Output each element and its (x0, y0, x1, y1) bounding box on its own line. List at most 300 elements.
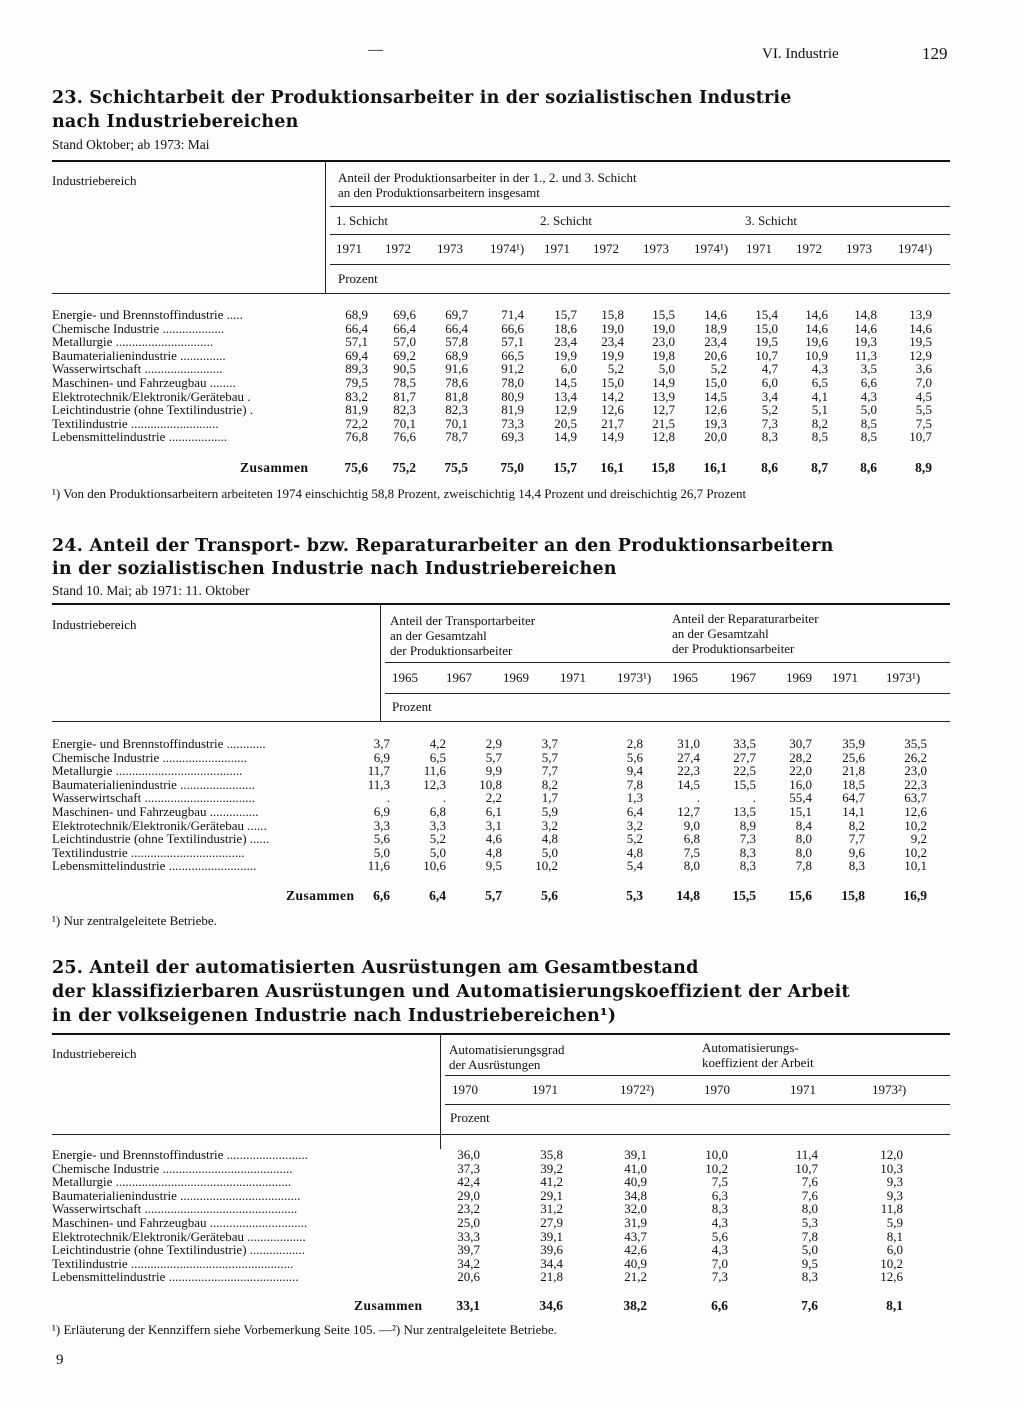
total-cell: 75,2 (392, 460, 416, 475)
table-cell: 9,3 (886, 1187, 903, 1203)
table-cell: 6,0 (886, 1242, 903, 1258)
table-cell: 7,8 (626, 776, 643, 792)
table-cell: 8,3 (848, 858, 865, 874)
table-cell: 6,5 (429, 749, 446, 765)
table-cell: 5,6 (711, 1228, 728, 1244)
t25-year-header: 1970 (452, 1082, 478, 1097)
table-cell: 12,9 (554, 402, 577, 418)
t24-year-header: 1969 (503, 670, 529, 685)
t25-title-line3: in der volkseigenen Industrie nach Industriebereichen¹) (52, 1006, 617, 1026)
table-cell: 20,6 (704, 347, 727, 363)
t23-year-header: 1974¹) (694, 241, 729, 256)
table-cell: 5,0 (541, 844, 558, 860)
t24-title-line1: 24. Anteil der Transport- bzw. Reparaturarbeiter an den Produktionsarbeitern (52, 536, 834, 556)
total-cell: 75,0 (500, 460, 524, 475)
table-cell: 9,2 (910, 831, 927, 847)
table-cell: 19,0 (601, 320, 624, 336)
table-cell: 5,0 (860, 402, 877, 418)
t24-group1-line: Anteil der Transportarbeiter (390, 613, 536, 628)
t23-year-header: 1973 (643, 241, 669, 256)
t23-year-header: 1971 (746, 241, 772, 256)
table-cell: 14,6 (909, 320, 932, 336)
table-cell: 5,7 (485, 749, 502, 765)
t24-year-header: 1971 (832, 670, 858, 685)
t23-year-header: 1973 (437, 241, 463, 256)
table-cell: 14,6 (805, 320, 828, 336)
row-label: Elektrotechnik/Elektronik/Gerätebau . (52, 389, 251, 404)
table-cell: 70,1 (445, 415, 468, 431)
t24-subtitle: Stand 10. Mai; ab 1971: 11. Oktober (52, 583, 250, 598)
table-cell: 8,2 (848, 817, 865, 833)
row-label: Baumaterialienindustrie ..................................... (52, 1188, 301, 1203)
table-cell: 10,1 (904, 858, 927, 874)
table-cell: 3,1 (485, 817, 502, 833)
table-cell: 13,5 (733, 804, 756, 819)
table-cell: 64,7 (842, 790, 865, 806)
table-cell: 12,8 (652, 429, 675, 445)
table-cell: 27,9 (540, 1215, 563, 1230)
table-cell: 8,0 (795, 831, 812, 847)
table-cell: 8,0 (683, 858, 700, 874)
table-cell: 1,3 (626, 790, 643, 806)
table-cell: 7,5 (683, 844, 700, 860)
table-cell: 12,0 (880, 1147, 903, 1162)
table-cell: 15,5 (652, 307, 675, 322)
table-cell: 11,3 (367, 776, 390, 792)
total-cell: 14,8 (676, 888, 700, 903)
table-cell: 9,6 (848, 844, 865, 860)
table-cell: 12,6 (704, 402, 727, 418)
table-cell: 39,7 (457, 1242, 480, 1258)
page-footer-mark: 9 (56, 1352, 64, 1368)
total-cell: 15,7 (553, 460, 577, 475)
page-number: 129 (922, 44, 948, 63)
total-cell: 75,5 (444, 460, 468, 475)
table-cell: . (386, 790, 390, 806)
table-cell: 19,3 (704, 415, 727, 431)
row-label: Elektrotechnik/Elektronik/Gerätebau ...... (52, 818, 267, 833)
table-cell: 6,8 (429, 804, 446, 819)
table-cell: 3,6 (915, 361, 932, 377)
table-cell: 91,6 (445, 361, 468, 377)
table-cell: 23,0 (904, 763, 927, 779)
table-cell: 5,5 (915, 402, 932, 418)
table-cell: 69,4 (345, 347, 368, 363)
t24-year-header: 1973¹) (617, 670, 652, 685)
table-cell: 6,9 (373, 804, 390, 819)
table-cell: 14,8 (854, 307, 877, 322)
total-cell: 75,6 (344, 460, 368, 475)
t23-shift-header: 3. Schicht (745, 213, 797, 228)
t25-year-header: 1970 (704, 1082, 730, 1097)
table-cell: 19,5 (909, 334, 932, 350)
table-cell: 20,6 (457, 1269, 480, 1285)
table-cell: 15,1 (789, 804, 812, 819)
total-cell: 5,7 (485, 888, 502, 903)
table-cell: 81,7 (393, 388, 416, 404)
table-cell: 31,0 (677, 736, 700, 751)
total-cell: 5,3 (626, 888, 643, 903)
table-cell: 5,6 (373, 831, 390, 847)
row-label: Textilindustrie ................................... (52, 845, 245, 860)
table-cell: 3,5 (860, 361, 877, 377)
table-cell: 12,9 (909, 347, 932, 363)
t23-shift-header: 2. Schicht (540, 213, 592, 228)
table-cell: 12,6 (601, 402, 624, 418)
t25-group2-line: Automatisierungs- (702, 1040, 799, 1055)
table-cell: 8,0 (795, 844, 812, 860)
table-cell: 57,0 (393, 334, 416, 350)
table-cell: 6,5 (811, 375, 828, 390)
table-cell: 6,0 (560, 361, 577, 377)
total-cell: 6,4 (429, 888, 446, 903)
row-label: Metallurgie .............................. (52, 335, 214, 349)
table-cell: 15,7 (554, 307, 577, 322)
table-cell: 8,0 (801, 1201, 818, 1217)
table-cell: 22,5 (733, 763, 756, 779)
table-cell: 5,4 (626, 858, 643, 874)
total-cell: 16,1 (600, 460, 624, 475)
row-label: Energie- und Brennstoffindustrie ......................... (52, 1148, 308, 1162)
total-cell: 8,1 (886, 1298, 903, 1313)
table-cell: 66,4 (345, 320, 368, 336)
t25-year-header: 1973²) (872, 1082, 907, 1097)
table-cell: 70,1 (393, 415, 416, 431)
table-cell: 69,3 (501, 429, 524, 445)
table-cell: 78,6 (445, 375, 468, 390)
t24-group2-line: der Produktionsarbeiter (672, 641, 795, 656)
table-cell: 34,4 (540, 1255, 563, 1271)
table-cell: 21,8 (842, 763, 865, 779)
table-cell: 8,2 (541, 776, 558, 792)
table-cell: 5,2 (710, 361, 727, 377)
total-cell: 16,1 (703, 460, 727, 475)
table-cell: 23,4 (601, 334, 624, 350)
table-cell: 15,0 (704, 375, 727, 390)
t24-footnote: ¹) Nur zentralgeleitete Betriebe. (52, 913, 217, 928)
table-cell: 3,7 (541, 736, 558, 751)
t25-group1-line: der Ausrüstungen (449, 1057, 541, 1072)
t24-unit: Prozent (392, 699, 432, 714)
table-cell: 34,8 (624, 1187, 647, 1203)
table-cell: 18,5 (842, 776, 865, 792)
total-label: Zusammen (286, 888, 355, 903)
table-cell: 3,2 (541, 817, 558, 833)
table-cell: 4,6 (485, 831, 502, 847)
table-cell: 15,4 (755, 307, 778, 322)
table-cell: 11,6 (423, 763, 446, 779)
table-cell: 27,7 (733, 749, 756, 765)
table-cell: 12,7 (652, 402, 675, 418)
table-cell: 41,2 (540, 1174, 563, 1190)
table-cell: 81,9 (501, 402, 524, 418)
table-cell: 4,8 (626, 844, 643, 860)
table-cell: 39,2 (540, 1160, 563, 1176)
t25-col-label: Industriebereich (52, 1046, 137, 1061)
table-cell: 5,0 (801, 1242, 818, 1258)
table-cell: 14,1 (842, 804, 865, 819)
table-cell: 5,3 (801, 1215, 818, 1230)
row-label: Maschinen- und Fahrzeugbau ........ (52, 376, 236, 390)
table-cell: 5,2 (761, 402, 778, 418)
table-cell: 27,4 (677, 749, 700, 765)
table-cell: 7,0 (711, 1255, 728, 1271)
total-cell: 8,6 (761, 460, 778, 475)
table-cell: 6,6 (860, 375, 877, 390)
row-label: Maschinen- und Fahrzeugbau ............... (52, 805, 259, 819)
row-label: Metallurgie ...................................................... (52, 1175, 292, 1189)
table-cell: 80,9 (501, 388, 524, 404)
table-cell: 23,4 (704, 334, 727, 350)
row-label: Baumaterialienindustrie .............. (52, 348, 226, 363)
table-cell: 9,3 (886, 1174, 903, 1190)
table-cell: 2,2 (485, 790, 502, 806)
t23-year-header: 1971 (336, 241, 362, 256)
table-cell: 8,5 (860, 429, 877, 445)
table-cell: 7,8 (795, 858, 812, 874)
total-label: Zusammen (240, 460, 309, 475)
table-cell: 13,9 (909, 307, 932, 322)
t23-subtitle: Stand Oktober; ab 1973: Mai (52, 137, 210, 152)
table-cell: 10,2 (880, 1255, 903, 1271)
table-cell: 10,7 (755, 347, 778, 363)
table-cell: 39,1 (624, 1147, 647, 1162)
t25-unit: Prozent (450, 1110, 490, 1125)
table-cell: 10,0 (705, 1147, 728, 1162)
t24-year-header: 1973¹) (886, 670, 921, 685)
table-cell: 69,7 (445, 307, 468, 322)
table-cell: 8,3 (739, 844, 756, 860)
table-cell: 4,1 (811, 388, 828, 404)
table-cell: 69,2 (393, 347, 416, 363)
t23-col-label: Industriebereich (52, 173, 137, 188)
table-cell: 82,3 (445, 402, 468, 418)
t24-year-header: 1965 (392, 670, 418, 685)
table-cell: 10,2 (904, 817, 927, 833)
t23-year-header: 1972 (796, 241, 822, 256)
total-cell: 38,2 (623, 1298, 647, 1313)
table-cell: 8,1 (886, 1228, 903, 1244)
row-label: Elektrotechnik/Elektronik/Gerätebau .................. (52, 1229, 306, 1244)
table-cell: 14,5 (677, 776, 700, 792)
table-cell: 12,6 (880, 1269, 903, 1285)
table-cell: 78,7 (445, 429, 468, 445)
table-cell: 31,9 (624, 1215, 647, 1230)
table-cell: 40,9 (624, 1174, 647, 1190)
table-cell: 82,3 (393, 402, 416, 418)
table-cell: 22,0 (789, 763, 812, 779)
table-cell: 14,5 (554, 375, 577, 390)
table-cell: 40,9 (624, 1255, 647, 1271)
table-cell: 3,7 (373, 736, 390, 751)
table-cell: 6,4 (626, 804, 643, 819)
table-cell: 10,2 (535, 858, 558, 874)
table-cell: 19,6 (805, 334, 828, 350)
t25-title-line1: 25. Anteil der automatisierten Ausrüstungen am Gesamtbestand (52, 958, 699, 978)
t24-group2-line: an der Gesamtzahl (672, 626, 769, 641)
table-cell: 33,5 (733, 736, 756, 751)
t23-title-line1: 23. Schichtarbeit der Produktionsarbeiter in der sozialistischen Industrie (52, 88, 792, 108)
table-cell: 7,8 (801, 1228, 818, 1244)
row-label: Energie- und Brennstoffindustrie ..... (52, 308, 243, 322)
table-cell: 37,3 (457, 1160, 480, 1176)
table-cell: 11,7 (367, 763, 390, 779)
table-cell: 23,2 (457, 1201, 480, 1217)
table-cell: 29,1 (540, 1187, 563, 1203)
t23-group-head-2: an den Produktionsarbeitern insgesamt (338, 185, 540, 200)
table-cell: 6,8 (683, 831, 700, 847)
table-cell: 4,3 (811, 361, 828, 377)
table-cell: 7,5 (915, 415, 932, 431)
table-cell: 63,7 (904, 790, 927, 806)
table-cell: 6,0 (761, 375, 778, 390)
header-dash: — (368, 42, 383, 58)
table-cell: 8,4 (795, 817, 812, 833)
table-cell: 10,9 (805, 347, 828, 363)
table-cell: 15,0 (755, 320, 778, 336)
table-cell: 26,2 (904, 749, 927, 765)
table-cell: 10,2 (705, 1160, 728, 1176)
table-cell: 66,5 (501, 347, 524, 363)
table-cell: 19,5 (755, 334, 778, 350)
table-cell: 4,8 (541, 831, 558, 847)
table-cell: 20,0 (704, 429, 727, 445)
table-cell: 14,6 (704, 307, 727, 322)
t23-shift-header: 1. Schicht (336, 213, 388, 228)
table-cell: 81,8 (445, 388, 468, 404)
table-cell: 32,0 (624, 1201, 647, 1217)
t24-group1-line: der Produktionsarbeiter (390, 643, 513, 658)
t24-year-header: 1969 (786, 670, 812, 685)
table-cell: 36,0 (457, 1147, 480, 1162)
table-cell: 8,3 (711, 1201, 728, 1217)
table-cell: 30,7 (789, 736, 812, 751)
table-cell: 4,5 (915, 388, 932, 404)
total-cell: 33,1 (456, 1298, 480, 1313)
row-label: Leichtindustrie (ohne Textilindustrie) . (52, 403, 254, 417)
table-cell: 8,3 (801, 1269, 818, 1285)
table-cell: 68,9 (345, 307, 368, 322)
t24-year-header: 1971 (560, 670, 586, 685)
table-cell: 7,7 (541, 763, 558, 779)
table-cell: 5,2 (607, 361, 624, 377)
table-cell: 42,4 (457, 1174, 480, 1190)
table-cell: 91,2 (501, 361, 524, 377)
table-cell: 9,5 (485, 858, 502, 874)
table-cell: 8,5 (860, 415, 877, 431)
table-cell: . (752, 790, 756, 806)
table-cell: 14,9 (554, 429, 577, 445)
total-cell: 8,6 (860, 460, 877, 475)
table-cell: 10,3 (880, 1160, 903, 1176)
table-cell: 3,3 (429, 817, 446, 833)
table-cell: 34,2 (457, 1255, 480, 1271)
table-cell: 90,5 (393, 361, 416, 377)
table-cell: 9,4 (626, 763, 643, 779)
table-cell: 66,4 (445, 320, 468, 336)
row-label: Maschinen- und Fahrzeugbau .............................. (52, 1216, 308, 1230)
table-cell: 11,8 (880, 1201, 903, 1217)
table-cell: 15,0 (601, 375, 624, 390)
row-label: Lebensmittelindustrie .................. (52, 430, 228, 444)
row-label: Chemische Industrie ........................................ (52, 1161, 293, 1176)
t25-title-line2: der klassifizierbaren Ausrüstungen und Automatisierungskoeffizient der Arbeit (52, 982, 850, 1002)
table-cell: 7,6 (801, 1174, 818, 1190)
total-cell: 7,6 (801, 1298, 818, 1313)
table-cell: 89,3 (345, 361, 368, 377)
t23-year-header: 1974¹) (490, 241, 525, 256)
table-cell: 57,1 (345, 334, 368, 350)
table-cell: 1,7 (541, 790, 558, 806)
table-cell: 79,5 (345, 375, 368, 390)
row-label: Leichtindustrie (ohne Textilindustrie) ...... (52, 832, 270, 846)
table-cell: 55,4 (789, 790, 812, 806)
table-cell: 14,6 (854, 320, 877, 336)
table-cell: 3,4 (761, 388, 778, 404)
table-cell: 10,6 (423, 858, 446, 874)
table-cell: 18,6 (554, 320, 577, 336)
t23-footnote: ¹) Von den Produktionsarbeitern arbeiteten 1974 einschichtig 58,8 Prozent, zweischichtig 14,4 Prozent und dreischichtig 26,7 Prozent (52, 486, 747, 501)
table-cell: 7,5 (711, 1174, 728, 1190)
table-cell: 57,8 (445, 334, 468, 350)
table-cell: 21,8 (540, 1269, 563, 1285)
table-cell: 5,0 (658, 361, 675, 377)
table-cell: 12,3 (423, 776, 446, 792)
table-cell: 5,9 (541, 804, 558, 819)
t25-footnote: ¹) Erläuterung der Kennziffern siehe Vorbemerkung Seite 105. —²) Nur zentralgeleitete Betriebe. (52, 1322, 557, 1337)
table-cell: 71,4 (501, 307, 524, 322)
table-cell: 76,8 (345, 429, 368, 445)
row-label: Textilindustrie ........................... (52, 416, 219, 431)
table-cell: 29,0 (457, 1187, 480, 1203)
table-cell: 72,2 (345, 415, 368, 431)
total-cell: 6,6 (711, 1298, 728, 1313)
t23-year-header: 1974¹) (898, 241, 933, 256)
t25-year-header: 1971 (532, 1082, 558, 1097)
table-cell: 20,5 (554, 415, 577, 431)
table-cell: 7,0 (915, 375, 932, 390)
table-cell: 68,9 (445, 347, 468, 363)
table-cell: 12,6 (904, 804, 927, 819)
table-cell: 76,6 (393, 429, 416, 445)
table-cell: 14,6 (805, 307, 828, 322)
table-cell: 5,0 (373, 844, 390, 860)
table-cell: 10,2 (904, 844, 927, 860)
t24-title-line2: in der sozialistischen Industrie nach Industriebereichen (52, 559, 617, 579)
row-label: Energie- und Brennstoffindustrie ............ (52, 737, 266, 751)
table-cell: 5,2 (626, 831, 643, 847)
t24-group1-line: an der Gesamtzahl (390, 628, 487, 643)
table-cell: 3,3 (373, 817, 390, 833)
table-cell: 12,7 (677, 804, 700, 819)
table-cell: 5,2 (429, 831, 446, 847)
table-cell: 19,3 (854, 334, 877, 350)
table-cell: 2,9 (485, 736, 502, 751)
header-chapter: VI. Industrie (762, 46, 839, 62)
table-cell: 8,5 (811, 429, 828, 445)
table-cell: 5,7 (541, 749, 558, 765)
table-cell: 13,9 (652, 388, 675, 404)
table-cell: 7,3 (711, 1269, 728, 1285)
t23-year-header: 1971 (544, 241, 570, 256)
table-cell: 5,6 (626, 749, 643, 765)
table-cell: 14,5 (704, 388, 727, 404)
total-label: Zusammen (354, 1298, 423, 1313)
table-cell: . (442, 790, 446, 806)
table-cell: 15,5 (733, 776, 756, 792)
row-label: Chemische Industrie .......................... (52, 750, 247, 765)
table-cell: 9,9 (485, 763, 502, 779)
